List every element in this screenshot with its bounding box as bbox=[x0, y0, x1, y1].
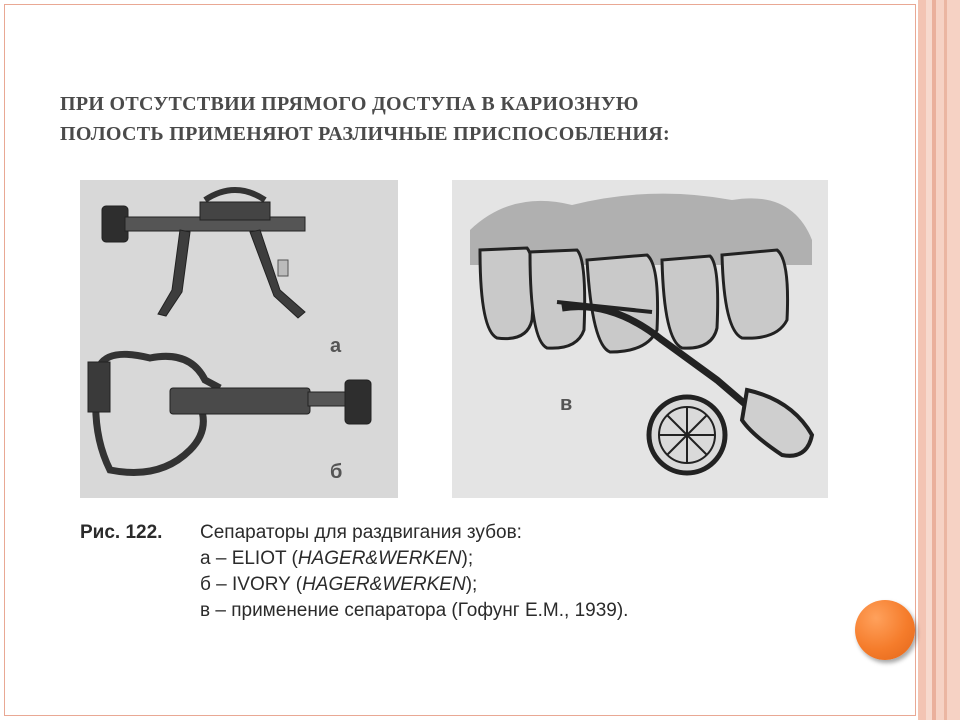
slide-title-line-2: ПОЛОСТЬ ПРИМЕНЯЮТ РАЗЛИЧНЫЕ ПРИСПОСОБЛЕНИЯ: bbox=[60, 123, 670, 145]
figure-label-v: в bbox=[560, 393, 573, 415]
separator-application-drawing bbox=[452, 180, 828, 498]
separator-instruments-photo bbox=[80, 180, 398, 498]
caption-item-a-prefix: а – ELIOT ( bbox=[200, 548, 298, 569]
decorative-orb bbox=[855, 600, 915, 660]
caption-item-a-suffix: ); bbox=[461, 548, 474, 569]
slide-title bbox=[60, 89, 820, 149]
caption-title: Сепараторы для раздвигания зубов: bbox=[200, 522, 522, 543]
slide-title-line-1: ПРИ ОТСУТСТВИИ ПРЯМОГО ДОСТУПА В КАРИОЗНУЮ bbox=[60, 93, 639, 115]
caption-item-b-suffix: ); bbox=[465, 574, 478, 595]
separator-wheel bbox=[649, 397, 725, 473]
figure-number: Рис. 122. bbox=[80, 522, 163, 543]
right-stripe bbox=[944, 0, 947, 720]
caption-item-b-prefix: б – IVORY ( bbox=[200, 574, 303, 595]
right-stripe bbox=[936, 0, 960, 720]
caption-item-a bbox=[80, 546, 628, 572]
figure-caption bbox=[80, 520, 628, 624]
caption-item-b-brand: HAGER&WERKEN bbox=[302, 574, 466, 595]
figure-label-b: б bbox=[330, 461, 343, 483]
caption-item-b bbox=[80, 572, 628, 598]
right-stripe bbox=[918, 0, 926, 720]
caption-item-v: в – применение сепаратора (Гофунг Е.М., 1939). bbox=[200, 600, 629, 621]
caption-item-a-brand: HAGER&WERKEN bbox=[297, 548, 462, 569]
figure-label-a: а bbox=[330, 335, 342, 357]
